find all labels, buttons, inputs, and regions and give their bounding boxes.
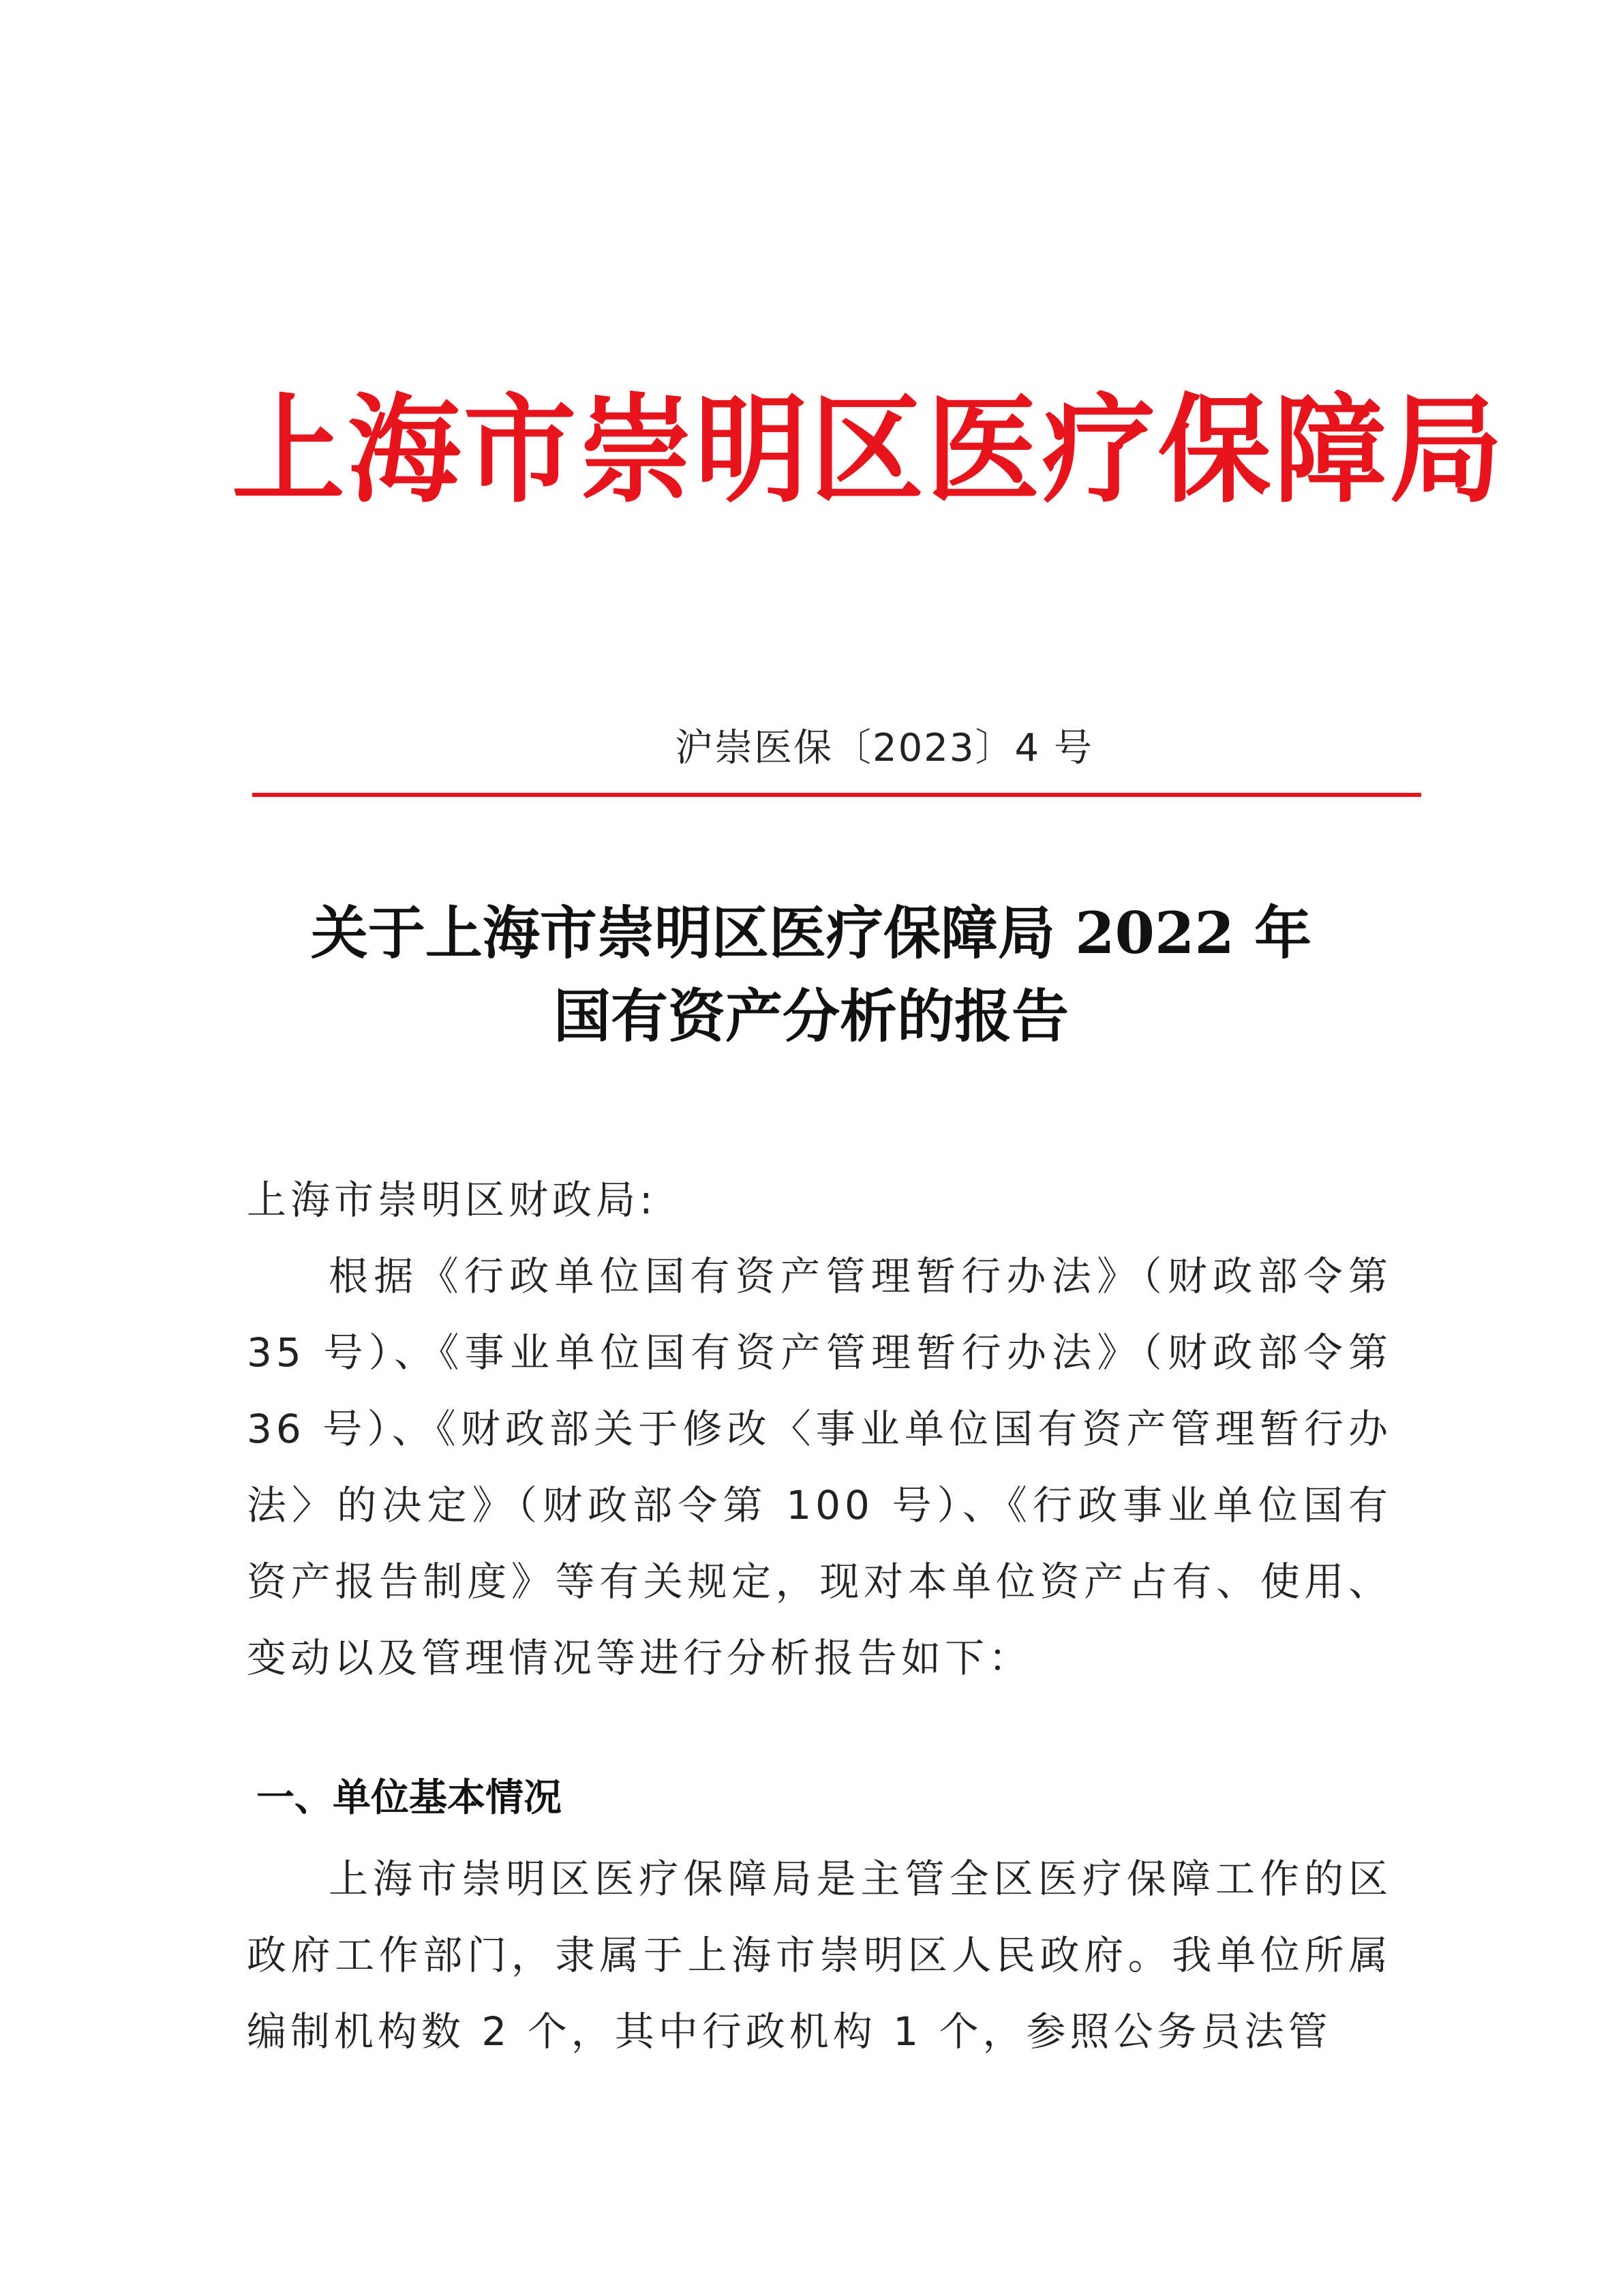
issuing-organization-header: 上海市崇明区医疗保障局 [232,380,1506,519]
body-paragraph-2: 上海市崇明区医疗保障局是主管全区医疗保障工作的区政府工作部门，隶属于上海市崇明区人民政府。我单位所属编制机构数 2 个，其中行政机构 1 个，参照公务员法管 [247,1856,1392,2055]
salutation: 上海市崇明区财政局: [247,1177,657,1223]
section-heading-1: 一、单位基本情况 [256,1776,562,1820]
red-divider-line [252,793,1421,797]
document-title-line-1: 关于上海市崇明区医疗保障局 2022 年 [310,899,1312,967]
document-title-line-2: 国有资产分析的报告 [553,982,1069,1050]
document-title [204,892,1418,1058]
body-paragraph-1: 根据《行政单位国有资产管理暂行办法》（财政部令第 35 号）、《事业单位国有资产管理暂行办法》（财政部令第 36 号）、《财政部关于修改〈事业单位国有资产管理暂行办法〉的决定》（财政部令第 100 号）、《行政事业单位国有资产报告制度》等有关规定，现对本单位资产占有、使用、变动以及管理情况等进行分析报告如下： [247,1253,1392,1681]
document-number: 沪崇医保〔2023〕4 号 [675,726,1093,770]
